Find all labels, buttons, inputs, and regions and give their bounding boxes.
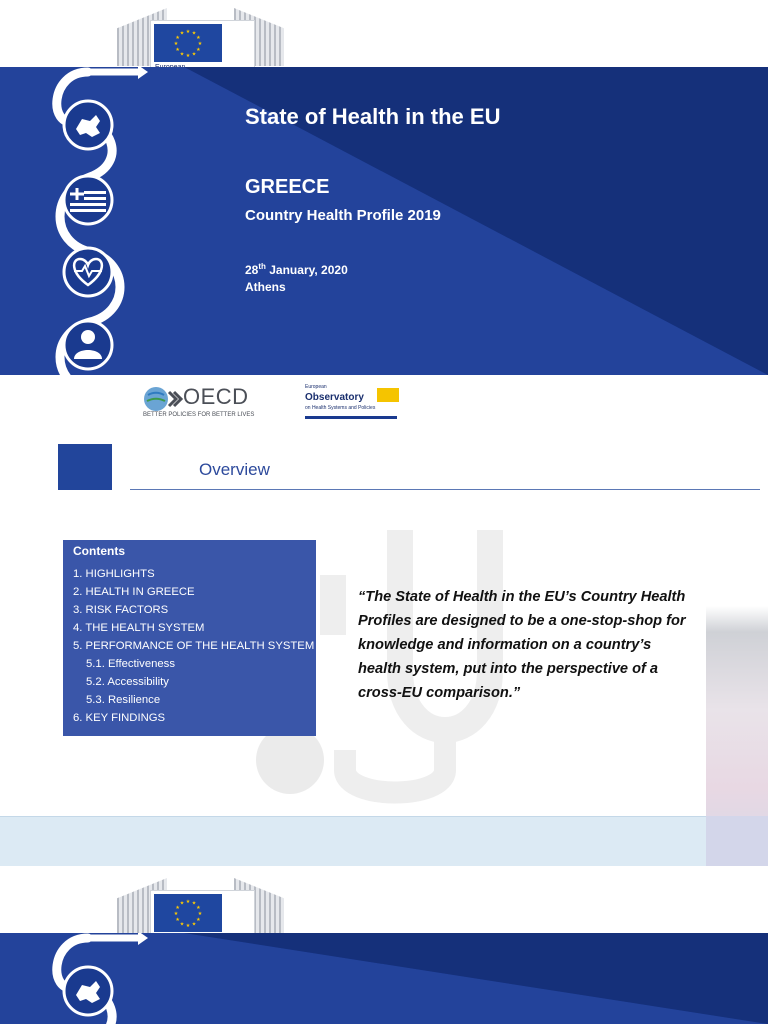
doctor-icon <box>64 321 112 369</box>
eu-star-icon: ★ <box>196 35 201 41</box>
country-title: GREECE <box>245 176 330 198</box>
eu-star-icon: ★ <box>197 41 203 47</box>
contents-box <box>63 540 316 736</box>
event-city: Athens <box>245 280 286 294</box>
eu-star-icon: ★ <box>191 51 197 58</box>
eu-star-icon: ★ <box>196 905 201 911</box>
eu-flag-icon <box>154 24 222 62</box>
oecd-tagline: BETTER POLICIES FOR BETTER LIVES <box>143 412 255 418</box>
eu-star-icon: ★ <box>197 911 203 917</box>
profile-subtitle: Country Health Profile 2019 <box>245 207 441 224</box>
contents-subitem: 5.2. Accessibility <box>86 676 169 688</box>
eu-star-icon: ★ <box>179 30 185 37</box>
observatory-logo <box>305 384 400 422</box>
title-band <box>0 67 768 375</box>
eu-star-icon: ★ <box>191 900 197 907</box>
overview-marker <box>58 444 112 490</box>
eu-star-icon: ★ <box>179 921 185 928</box>
eu-flag-icon <box>154 894 222 932</box>
contents-title: Contents <box>73 544 125 558</box>
date-day: 28 <box>245 263 259 277</box>
contents-item: 4. THE HEALTH SYSTEM <box>73 622 205 634</box>
date-suffix: th <box>258 262 266 271</box>
eu-star-icon: ★ <box>191 921 197 928</box>
title-band <box>0 933 768 1024</box>
europe-map-icon <box>64 101 112 149</box>
oecd-globe-icon <box>143 386 183 412</box>
eu-star-icon: ★ <box>179 51 185 58</box>
icon-chain <box>30 67 150 375</box>
contents-item: 1. HIGHLIGHTS <box>73 568 155 580</box>
contents-item: 3. RISK FACTORS <box>73 604 169 616</box>
eu-star-icon: ★ <box>173 41 179 47</box>
icon-chain <box>30 933 150 1024</box>
eu-star-icon: ★ <box>185 53 191 59</box>
overview-heading: Overview <box>199 460 270 479</box>
observatory-underline <box>305 416 397 419</box>
contents-subitem: 5.1. Effectiveness <box>86 658 175 670</box>
eu-star-icon: ★ <box>175 35 180 41</box>
eu-star-icon: ★ <box>191 30 197 37</box>
slide-title <box>0 0 768 430</box>
presentation-title: State of Health in the EU <box>245 104 501 129</box>
observatory-subtitle: on Health Systems and Policies <box>305 405 376 411</box>
profile-quote: “The State of Health in the EU’s Country Health Profiles are designed to be a one-stop-shop for knowledge and information on a country’s health system, put into the perspective of a cross-EU comparison.” <box>358 589 686 701</box>
eu-star-icon: ★ <box>185 899 191 905</box>
greek-flag-icon <box>64 176 112 224</box>
observatory-wordmark: Observatory <box>305 392 364 403</box>
observatory-flag-icon <box>377 388 399 402</box>
contents-item: 5. PERFORMANCE OF THE HEALTH SYSTEM <box>73 640 315 652</box>
eu-star-icon: ★ <box>185 923 191 929</box>
overview-divider <box>130 489 760 490</box>
heartbeat-icon <box>64 248 112 296</box>
eu-star-icon: ★ <box>173 911 179 917</box>
date-rest: January, 2020 <box>265 263 348 277</box>
europe-map-icon <box>64 967 112 1015</box>
slide-title-repeat <box>0 866 768 1024</box>
event-date <box>245 262 348 277</box>
contents-item: 2. HEALTH IN GREECE <box>73 586 195 598</box>
eu-star-icon: ★ <box>196 47 201 53</box>
eu-star-icon: ★ <box>175 905 180 911</box>
eu-star-icon: ★ <box>175 47 180 53</box>
eu-star-icon: ★ <box>185 29 191 35</box>
observatory-small: European <box>305 384 327 390</box>
contents-subitem: 5.3. Resilience <box>86 694 161 706</box>
eu-star-icon: ★ <box>196 917 201 923</box>
footer-side-strip <box>706 816 768 866</box>
oecd-logo <box>143 384 273 424</box>
eu-star-icon: ★ <box>179 900 185 907</box>
oecd-wordmark: OECD <box>183 384 249 409</box>
footer-strip <box>0 816 706 866</box>
contents-item: 6. KEY FINDINGS <box>73 712 166 724</box>
eu-star-icon: ★ <box>175 917 180 923</box>
